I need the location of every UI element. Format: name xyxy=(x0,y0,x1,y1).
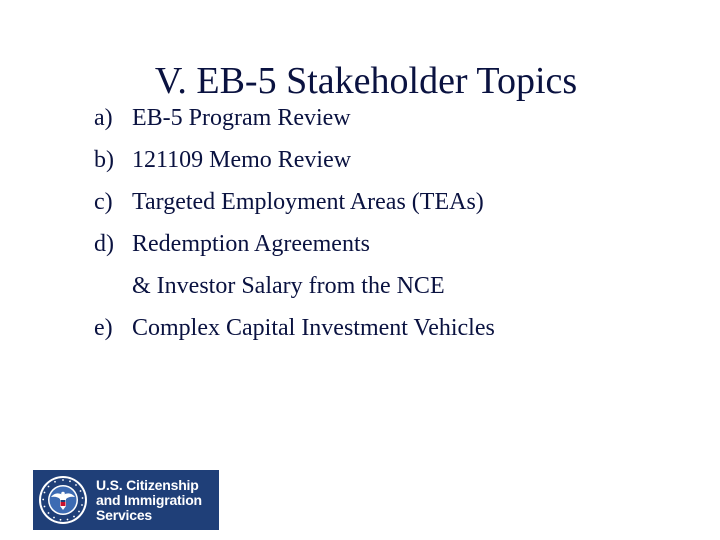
list-marker: b) xyxy=(94,147,114,173)
topic-list xyxy=(94,97,694,349)
list-item xyxy=(94,181,694,223)
list-marker: e) xyxy=(94,315,113,341)
list-item-text: Complex Capital Investment Vehicles xyxy=(132,315,495,341)
list-item xyxy=(94,307,694,349)
list-item-text: & Investor Salary from the NCE xyxy=(132,273,445,299)
list-item-text: Redemption Agreements xyxy=(132,231,370,257)
uscis-logo xyxy=(33,470,219,530)
list-marker: a) xyxy=(94,105,113,131)
list-item-text: Targeted Employment Areas (TEAs) xyxy=(132,189,484,215)
dhs-seal-icon xyxy=(38,475,88,525)
list-item-text: EB-5 Program Review xyxy=(132,105,351,131)
agency-name-line: U.S. Citizenship xyxy=(96,476,199,493)
list-marker: d) xyxy=(94,231,114,257)
list-item xyxy=(94,97,694,139)
list-item xyxy=(94,139,694,181)
list-item-continuation xyxy=(94,265,694,307)
agency-name xyxy=(96,478,202,523)
agency-name-line: Services xyxy=(96,506,153,523)
list-marker: c) xyxy=(94,189,113,215)
agency-name-line: and Immigration xyxy=(96,491,202,508)
slide-title: V. EB-5 Stakeholder Topics xyxy=(154,60,578,103)
list-item-text: 121109 Memo Review xyxy=(132,147,352,173)
list-item xyxy=(94,223,694,265)
